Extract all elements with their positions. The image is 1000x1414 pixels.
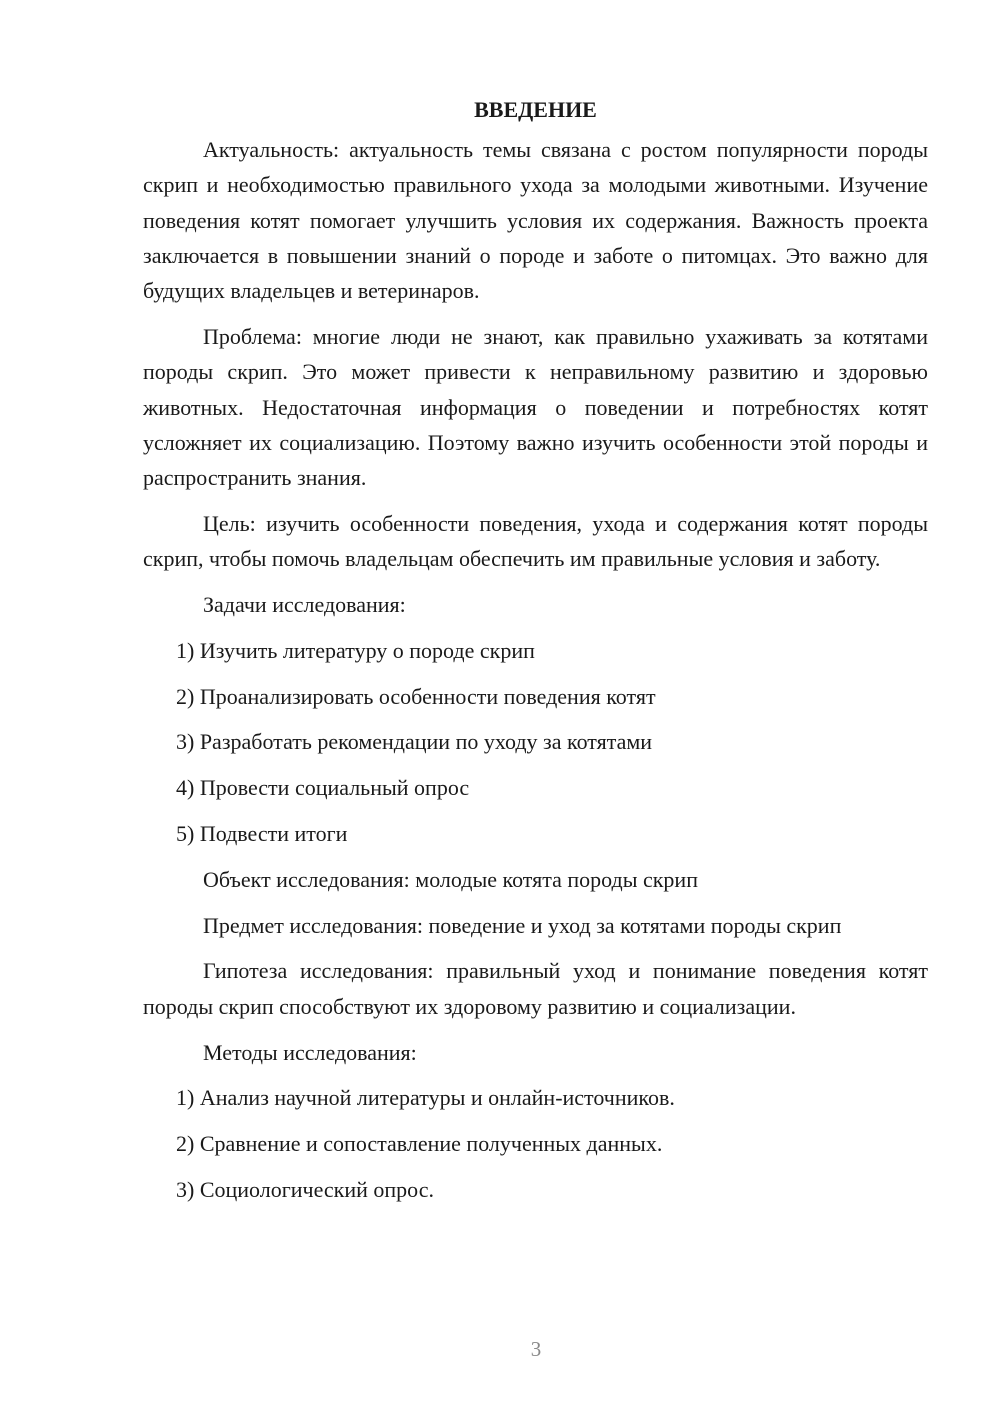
- document-page: [143, 92, 928, 1218]
- research-object: Объект исследования: молодые котята породы скрип: [203, 866, 698, 892]
- list-item: 2) Проанализировать особенности поведения котят: [176, 683, 656, 709]
- list-item: 2) Сравнение и сопоставление полученных данных.: [176, 1131, 663, 1157]
- methods-heading: Методы исследования:: [203, 1039, 417, 1065]
- problem-paragraph: Проблема: многие люди не знают, как правильно ухаживать за котятами породы скрип. Это может привести к неправильному развитию и здоровью животных. Недостаточная информация о поведении и потребностях котят усложняет их социализацию. Поэтому важно изучить особенности этой породы и распространить знания.: [143, 323, 928, 491]
- list-item: 3) Социологический опрос.: [176, 1176, 434, 1202]
- goal-paragraph: Цель: изучить особенности поведения, ухода и содержания котят породы скрип, чтобы помочь владельцам обеспечить им правильные условия и заботу.: [143, 510, 928, 572]
- tasks-heading: Задачи исследования:: [203, 592, 406, 618]
- list-item: 1) Анализ научной литературы и онлайн-источников.: [176, 1085, 675, 1111]
- list-item: 4) Провести социальный опрос: [176, 775, 470, 801]
- relevance-paragraph: Актуальность: актуальность темы связана с ростом популярности породы скрип и необходимостью правильного ухода за молодыми животными. Изучение поведения котят помогает улучшить условия их содержания. Важность проекта заключается в повышении знаний о породе и заботе о питомцах. Это важно для будущих владельцев и ветеринаров.: [143, 137, 928, 304]
- list-item: 3) Разработать рекомендации по уходу за котятами: [176, 729, 653, 755]
- research-subject: Предмет исследования: поведение и уход за котятами породы скрип: [203, 912, 842, 938]
- tasks-list: [143, 633, 928, 851]
- page-number: 3: [530, 1337, 542, 1361]
- list-item: 5) Подвести итоги: [176, 821, 348, 847]
- hypothesis-paragraph: Гипотеза исследования: правильный уход и понимание поведения котят породы скрип способствуют их здоровому развитию и социализации.: [143, 958, 928, 1019]
- methods-list: [143, 1080, 928, 1207]
- page-title: ВВЕДЕНИЕ: [474, 97, 597, 122]
- list-item: 1) Изучить литературу о породе скрип: [176, 637, 535, 663]
